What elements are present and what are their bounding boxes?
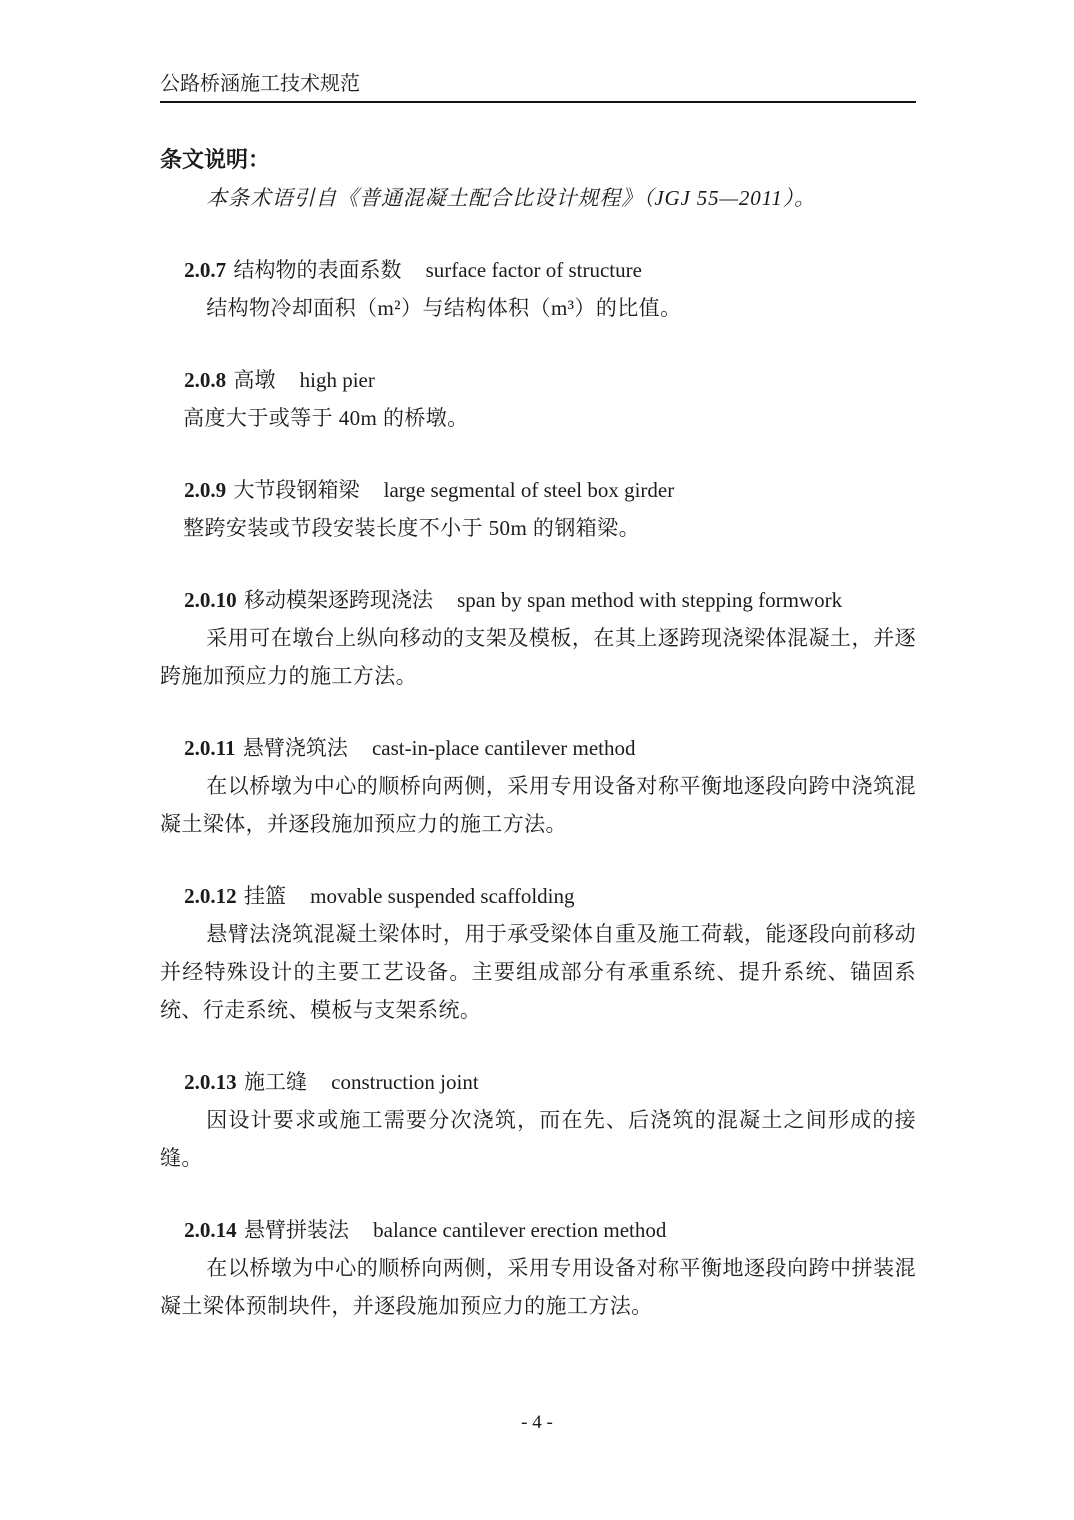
term-definition: 高度大于或等于 40m 的桥墩。 bbox=[183, 406, 469, 430]
term-en: movable suspended scaffolding bbox=[310, 884, 575, 908]
term-entry bbox=[160, 581, 916, 695]
term-definition: 在以桥墩为中心的顺桥向两侧，采用专用设备对称平衡地逐段向跨中拼装混凝土梁体预制块件，并逐段施加预应力的施工方法。 bbox=[160, 1256, 916, 1318]
term-heading bbox=[160, 729, 916, 767]
term-en: surface factor of structure bbox=[425, 258, 642, 282]
term-number: 2.0.8 bbox=[184, 368, 227, 392]
term-zh: 移动模架逐跨现浇法 bbox=[243, 588, 433, 612]
term-entry bbox=[160, 251, 916, 327]
term-zh: 施工缝 bbox=[243, 1070, 307, 1094]
term-definition: 采用可在墩台上纵向移动的支架及模板，在其上逐跨现浇梁体混凝土，并逐跨施加预应力的施工方法。 bbox=[160, 626, 916, 688]
term-entry bbox=[160, 361, 916, 437]
term-number: 2.0.9 bbox=[184, 478, 227, 502]
term-en: construction joint bbox=[331, 1070, 479, 1094]
term-number: 2.0.10 bbox=[184, 588, 237, 612]
term-en: cast-in-place cantilever method bbox=[371, 736, 636, 760]
commentary-text: 本条术语引自《普通混凝土配合比设计规程》（JGJ 55—2011）。 bbox=[206, 186, 816, 210]
term-entry bbox=[160, 1063, 916, 1177]
term-heading bbox=[160, 877, 916, 915]
commentary-label: 条文说明： bbox=[160, 147, 271, 172]
term-number: 2.0.14 bbox=[184, 1218, 237, 1242]
term-zh: 挂篮 bbox=[243, 884, 286, 908]
term-en: balance cantilever erection method bbox=[373, 1218, 667, 1242]
term-heading bbox=[160, 471, 916, 509]
term-definition: 结构物冷却面积（m²）与结构体积（m³）的比值。 bbox=[206, 296, 682, 320]
terms-list bbox=[160, 251, 916, 1325]
term-number: 2.0.12 bbox=[184, 884, 237, 908]
term-en: high pier bbox=[299, 368, 375, 392]
term-definition: 在以桥墩为中心的顺桥向两侧，采用专用设备对称平衡地逐段向跨中浇筑混凝土梁体，并逐段施加预应力的施工方法。 bbox=[160, 774, 916, 836]
term-zh: 悬臂拼装法 bbox=[243, 1218, 349, 1242]
term-zh: 大节段钢箱梁 bbox=[233, 478, 360, 502]
term-zh: 高墩 bbox=[233, 368, 276, 392]
term-heading bbox=[160, 251, 916, 289]
term-entry bbox=[160, 877, 916, 1029]
term-heading bbox=[160, 361, 916, 399]
page-number: - 4 - bbox=[521, 1412, 553, 1433]
term-definition: 因设计要求或施工需要分次浇筑，而在先、后浇筑的混凝土之间形成的接缝。 bbox=[160, 1108, 916, 1170]
term-heading bbox=[160, 581, 916, 619]
term-zh: 结构物的表面系数 bbox=[233, 258, 402, 282]
term-heading bbox=[160, 1211, 916, 1249]
term-entry bbox=[160, 1211, 916, 1325]
term-zh: 悬臂浇筑法 bbox=[242, 736, 348, 760]
term-en: large segmental of steel box girder bbox=[383, 478, 675, 502]
term-number: 2.0.13 bbox=[184, 1070, 237, 1094]
term-definition: 整跨安装或节段安装长度不小于 50m 的钢箱梁。 bbox=[183, 516, 641, 540]
term-en: span by span method with stepping formwork bbox=[457, 588, 843, 612]
term-heading bbox=[160, 1063, 916, 1101]
term-entry bbox=[160, 729, 916, 843]
commentary-section bbox=[160, 141, 916, 217]
term-entry bbox=[160, 471, 916, 547]
page-header-title: 公路桥涵施工技术规范 bbox=[160, 72, 916, 103]
term-number: 2.0.11 bbox=[184, 736, 236, 760]
term-number: 2.0.7 bbox=[184, 258, 227, 282]
term-definition: 悬臂法浇筑混凝土梁体时，用于承受梁体自重及施工荷载，能逐段向前移动并经特殊设计的主要工艺设备。主要组成部分有承重系统、提升系统、锚固系统、行走系统、模板与支架系统。 bbox=[160, 922, 916, 1022]
